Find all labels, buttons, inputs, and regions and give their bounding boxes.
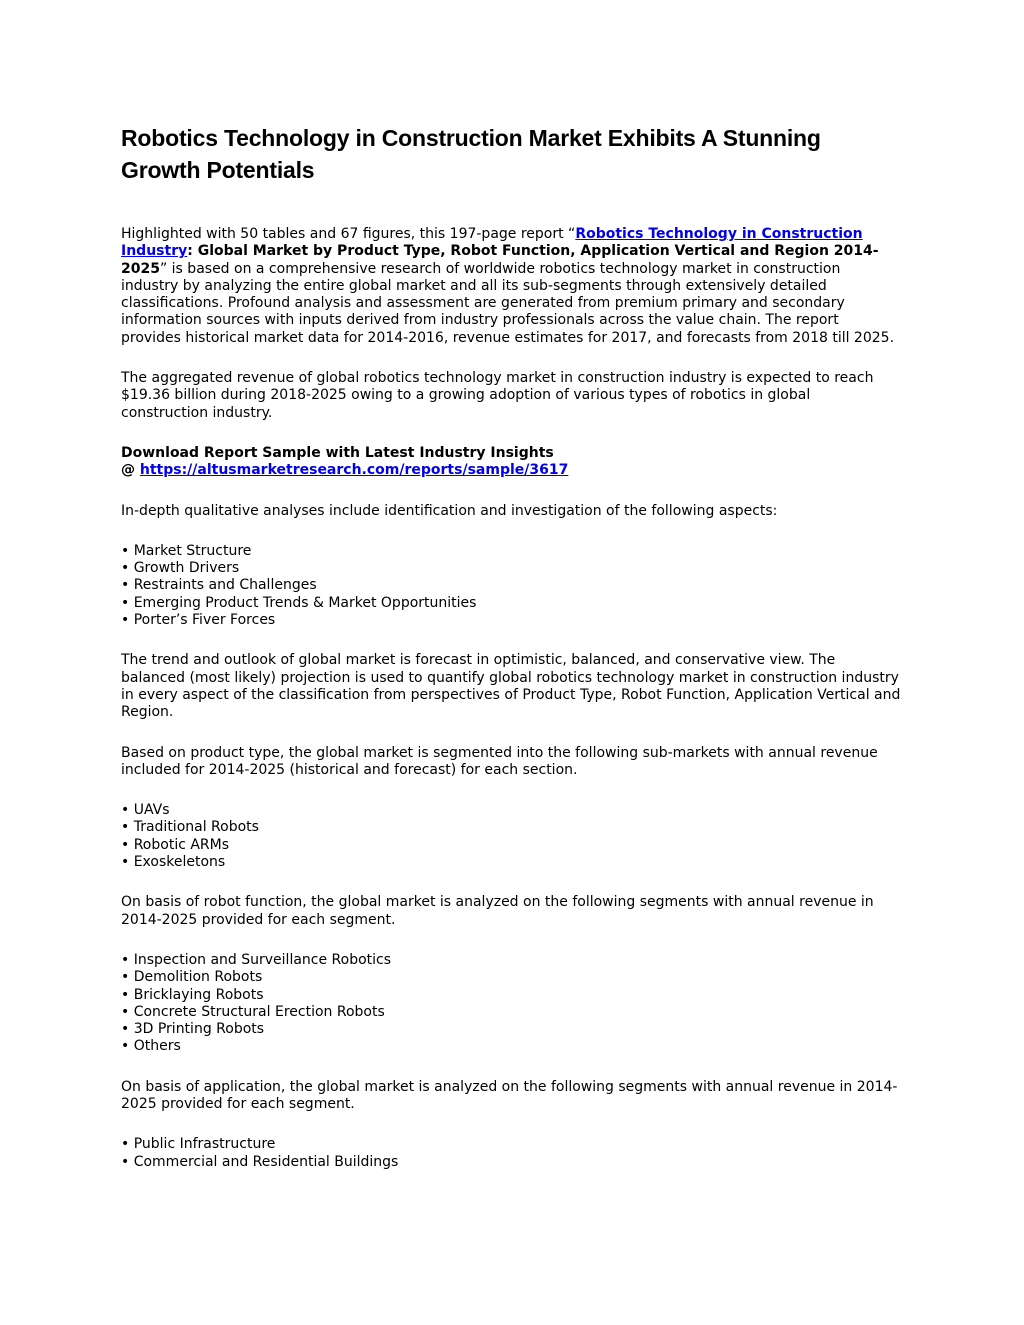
download-heading: Download Report Sample with Latest Industry Insights (121, 444, 554, 461)
list-item: • Bricklaying Robots (121, 986, 264, 1003)
intro-body-text: ” is based on a comprehensive research of worldwide robotics technology market in construction industry by analyzing the entire global market and all its sub-segments through extensively detailed classifications. Profound analysis and assessment are generated from premium primary and secondary information sources with inputs derived from industry professionals across the value chain. The report provides historical market data for 2014-2016, revenue estimates for 2017, and forecasts from 2018 till 2025. (121, 260, 895, 346)
list-item: • Commercial and Residential Buildings (121, 1153, 399, 1170)
download-at-sign: @ (121, 462, 140, 479)
list-item: • Restraints and Challenges (121, 577, 317, 594)
list-item: • Market Structure (121, 542, 252, 559)
list-item: • Growth Drivers (121, 560, 240, 577)
product-type-list (121, 802, 901, 871)
list-item: • Inspection and Surveillance Robotics (121, 951, 392, 968)
intro-lead-text: Highlighted with 50 tables and 67 figures, this 197-page report “ (121, 226, 576, 242)
trend-paragraph: The trend and outlook of global market is forecast in optimistic, balanced, and conservative view. The balanced (most likely) projection is used to quantify global robotics technology market in construction industry in every aspect of the classification from perspectives of Product Type, Robot Function, Application Vertical and Region. (121, 652, 901, 721)
robot-function-list (121, 952, 901, 1056)
list-item: • Traditional Robots (121, 819, 259, 836)
document-body (121, 122, 901, 1194)
list-item: • Concrete Structural Erection Robots (121, 1003, 385, 1020)
report-title-link[interactable]: Robotics Technology in Construction Industry (121, 226, 863, 260)
sample-report-link[interactable]: https://altusmarketresearch.com/reports/sample/3617 (139, 462, 569, 479)
aspects-list (121, 543, 901, 629)
list-item: • Public Infrastructure (121, 1136, 276, 1153)
revenue-paragraph: The aggregated revenue of global robotics technology market in construction industry is expected to reach $19.36 billion during 2018-2025 owing to a growing adoption of various types of robotics in global construction industry. (121, 370, 874, 421)
list-item: • Others (121, 1038, 181, 1055)
intro-paragraph (121, 226, 901, 347)
list-item: • Demolition Robots (121, 969, 263, 986)
application-intro: On basis of application, the global market is analyzed on the following segments with annual revenue in 2014-2025 provided for each segment. (121, 1078, 898, 1112)
robot-function-intro: On basis of robot function, the global market is analyzed on the following segments with annual revenue in 2014-2025 provided for each segment. (121, 894, 874, 928)
download-block (121, 445, 901, 480)
application-list (121, 1136, 901, 1171)
report-title-rest: : Global Market by Product Type, Robot Function, Application Vertical and Region 2014-2025 (121, 243, 879, 277)
list-item: • Porter’s Fiver Forces (121, 612, 276, 629)
list-item: • UAVs (121, 802, 170, 819)
list-item: • 3D Printing Robots (121, 1021, 265, 1038)
list-item: • Emerging Product Trends & Market Opportunities (121, 594, 477, 611)
page-title: Robotics Technology in Construction Market Exhibits A Stunning Growth Potentials (121, 125, 821, 183)
list-item: • Robotic ARMs (121, 836, 230, 853)
list-item: • Exoskeletons (121, 854, 226, 871)
product-type-intro: Based on product type, the global market is segmented into the following sub-markets with annual revenue included for 2014-2025 (historical and forecast) for each section. (121, 744, 878, 778)
qualitative-intro: In-depth qualitative analyses include identification and investigation of the following aspects: (121, 502, 778, 519)
